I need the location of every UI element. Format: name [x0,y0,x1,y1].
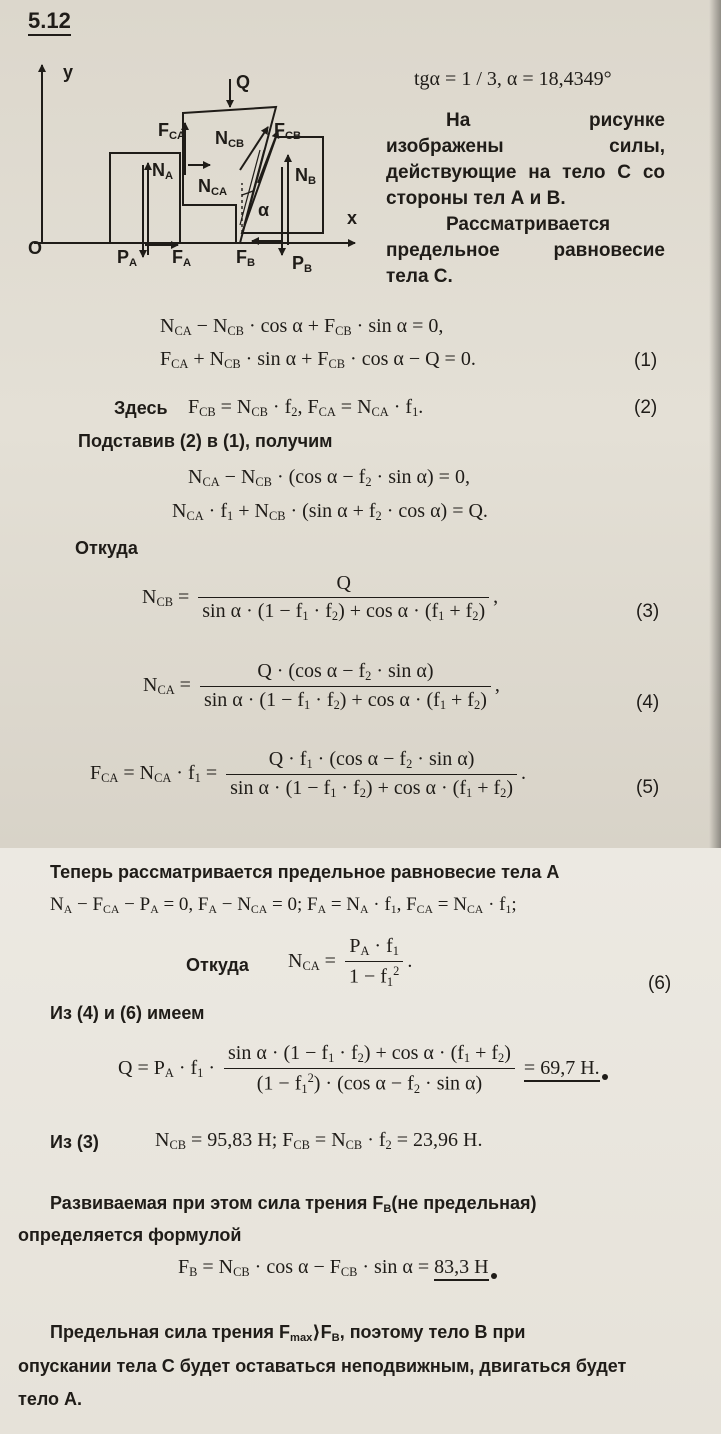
problem-number: 5.12 [28,8,71,36]
fb-result: 83,3 Н [434,1256,488,1281]
eq4-numerator: Q · (cos $\alpha - f_2 \cdot \sin \alpha$) [200,660,491,687]
eq5-lhs: $F_{CA} = N_{CA} \cdot f_1$ = [90,762,218,786]
eq6-fraction [345,935,403,990]
eq1-number: (1) [634,350,658,371]
label-q: Q [236,72,251,92]
eq2-number: (2) [634,397,658,418]
eq2-label: Здесь [114,398,168,418]
label-pb: $P_B$ [292,253,313,275]
label-fb: $F_B$ [236,247,256,269]
label-x-axis: x [347,208,358,228]
intro-line: Рассматривается [446,214,611,235]
eq4-fraction [200,660,491,713]
whence-label: Откуда [75,538,138,558]
eq5-denominator: $\sin \alpha \cdot (1 - f_1 \cdot f_2) + \cos \alpha \cdot (f_1 + f_2)$ [230,777,514,801]
substitution-text: Подставив (2) в (1), получим [78,431,333,451]
eq3-denominator: $\sin \alpha \cdot (1 - f_1 \cdot f_2) + \cos \alpha \cdot (f_1 + f_2)$ [202,600,486,624]
body-a-equations: $N_A - F_{CA} - P_A = 0$, $F_A - N_{CA} = 0$; $F_A = N_A \cdot f_1$, $F_{CA} = N_{CA} \cdot f_1$; [50,894,517,916]
eq-q [118,1042,608,1097]
label-fca: $F_{CA}$ [158,120,186,142]
eq-q-denominator: $(1 - f_1^2) \cdot (\cos$ $\alpha - f_2 \cdot \sin \alpha$) [256,1071,483,1096]
eq3-lhs: $N_{CB}$ = [142,585,190,609]
eq-q-lhs: $Q = P_A \cdot f_1$ · [118,1057,216,1081]
result-dot [602,1074,608,1080]
final-text-1: Предельная сила трения $F_{max}⟩F_B$, поэтому тело В при [50,1322,526,1344]
eq2: $F_{CB} = N_{CB} \cdot f_2$, $F_{CA} = N_{CA} \cdot f_1$. [188,396,424,420]
intro-line: действующие на тело С со [386,162,665,183]
eq6-label: Откуда [186,955,249,975]
from-3-label: Из (3) [50,1132,99,1152]
eq5 [90,748,526,801]
eq5-fraction [226,748,517,801]
friction-text-1: Развиваемая при этом сила трения $F_B(не$ предельная) [50,1193,537,1215]
eq5-numerator: $Q \cdot f_1 \cdot (\cos$ $\alpha - f_2 \cdot \sin \alpha$) [226,748,517,775]
label-pa: $P_A$ [117,247,138,269]
label-ncb: $N_{CB}$ [215,128,245,150]
eq3-number: (3) [636,601,660,622]
label-na: $N_A$ [152,160,174,182]
subst-line1: $N_{CA} - N_{CB} \cdot (\cos$ $\alpha - f_2 \cdot \sin \alpha) = 0$, [188,466,470,490]
result-dot [491,1273,497,1279]
eq3 [142,572,498,624]
eq1-line1: $N_{CA} - N_{CB} \cdot \cos \alpha + F_{CB} \cdot \sin \alpha = 0$, [160,315,444,339]
given-values: tgα = 1 / 3, α = 18,4349° [414,68,612,90]
intro-text [386,108,665,290]
eq-q-numerator: $\sin \alpha \cdot (1 - f_1 \cdot f_2) + \cos \alpha \cdot (f_1 + f_2)$ [224,1042,515,1069]
eq1-line2: $F_{CA} + N_{CB} \cdot \sin \alpha + F_{CB} \cdot \cos \alpha - Q = 0$. [160,348,476,372]
subst-line2: $N_{CA} \cdot f_1 + N_{CB} \cdot (\sin$ $\alpha + f_2 \cdot \cos \alpha) = Q$. [172,500,488,524]
now-text: Теперь рассматривается предельное равновесие тела А [50,862,560,882]
final-text-2: опускании тела С будет оставаться неподвижным, двигаться будет [18,1356,627,1376]
eq5-number: (5) [636,777,660,798]
fb-equation-lhs: $F_B = N_{CB} \cdot \cos \alpha - F_{CB} \cdot \sin \alpha$ = [178,1256,430,1280]
eq4-denominator: $\sin \alpha \cdot (1 - f_1 \cdot f_2) + \cos \alpha \cdot (f_1 + f_2)$ [203,689,487,713]
label-y-axis: y [63,62,74,82]
label-fa: $F_A$ [172,247,192,269]
eq6-numerator: $P_A \cdot f_1$ [345,935,403,962]
fb-equation [178,1256,497,1280]
eq6 [288,935,412,990]
intro-line: стороны тел А и В. [386,188,566,209]
label-fcb: $F_{CB}$ [274,120,302,142]
label-origin: O [28,238,43,258]
eq4-tail: , [494,674,500,697]
eq6-denominator: $1 - f_1^2$ [348,964,400,989]
eq4 [143,660,500,713]
alpha-arc [242,191,253,195]
eq3-numerator: Q [198,572,489,598]
eq3-fraction [198,572,489,624]
from-4-and-6: Из (4) и (6) имеем [50,1003,205,1023]
eq-q-fraction [224,1042,515,1097]
eq4-number: (4) [636,692,660,713]
eq5-tail: . [521,762,527,785]
page-edge-shadow [709,0,721,848]
intro-line: предельное равновесие [386,240,665,261]
force-ncb-arrow [240,127,268,170]
intro-line: тела С. [386,266,453,287]
eq-q-result: = 69,7 Н. [524,1057,600,1082]
eq6-number: (6) [648,973,672,994]
label-nb: $N_B$ [295,165,317,187]
label-nca: $N_{CA}$ [198,176,228,198]
label-alpha: α [258,200,270,220]
from-3-equation: $N_{CB} = 95,83$ Н; $F_{CB} = N_{CB} \cdot f_2 = 23,96$ Н. [155,1129,483,1153]
eq4-lhs: $N_{CA}$ = [143,674,191,698]
friction-text-2: определяется формулой [18,1225,242,1245]
final-text-3: тело А. [18,1389,83,1409]
eq6-tail: . [407,950,413,973]
intro-line: На рисунке [446,110,665,131]
intro-line: изображены силы, [386,136,665,157]
eq3-tail: , [493,585,499,608]
eq6-lhs: $N_{CA}$ = [288,950,336,974]
